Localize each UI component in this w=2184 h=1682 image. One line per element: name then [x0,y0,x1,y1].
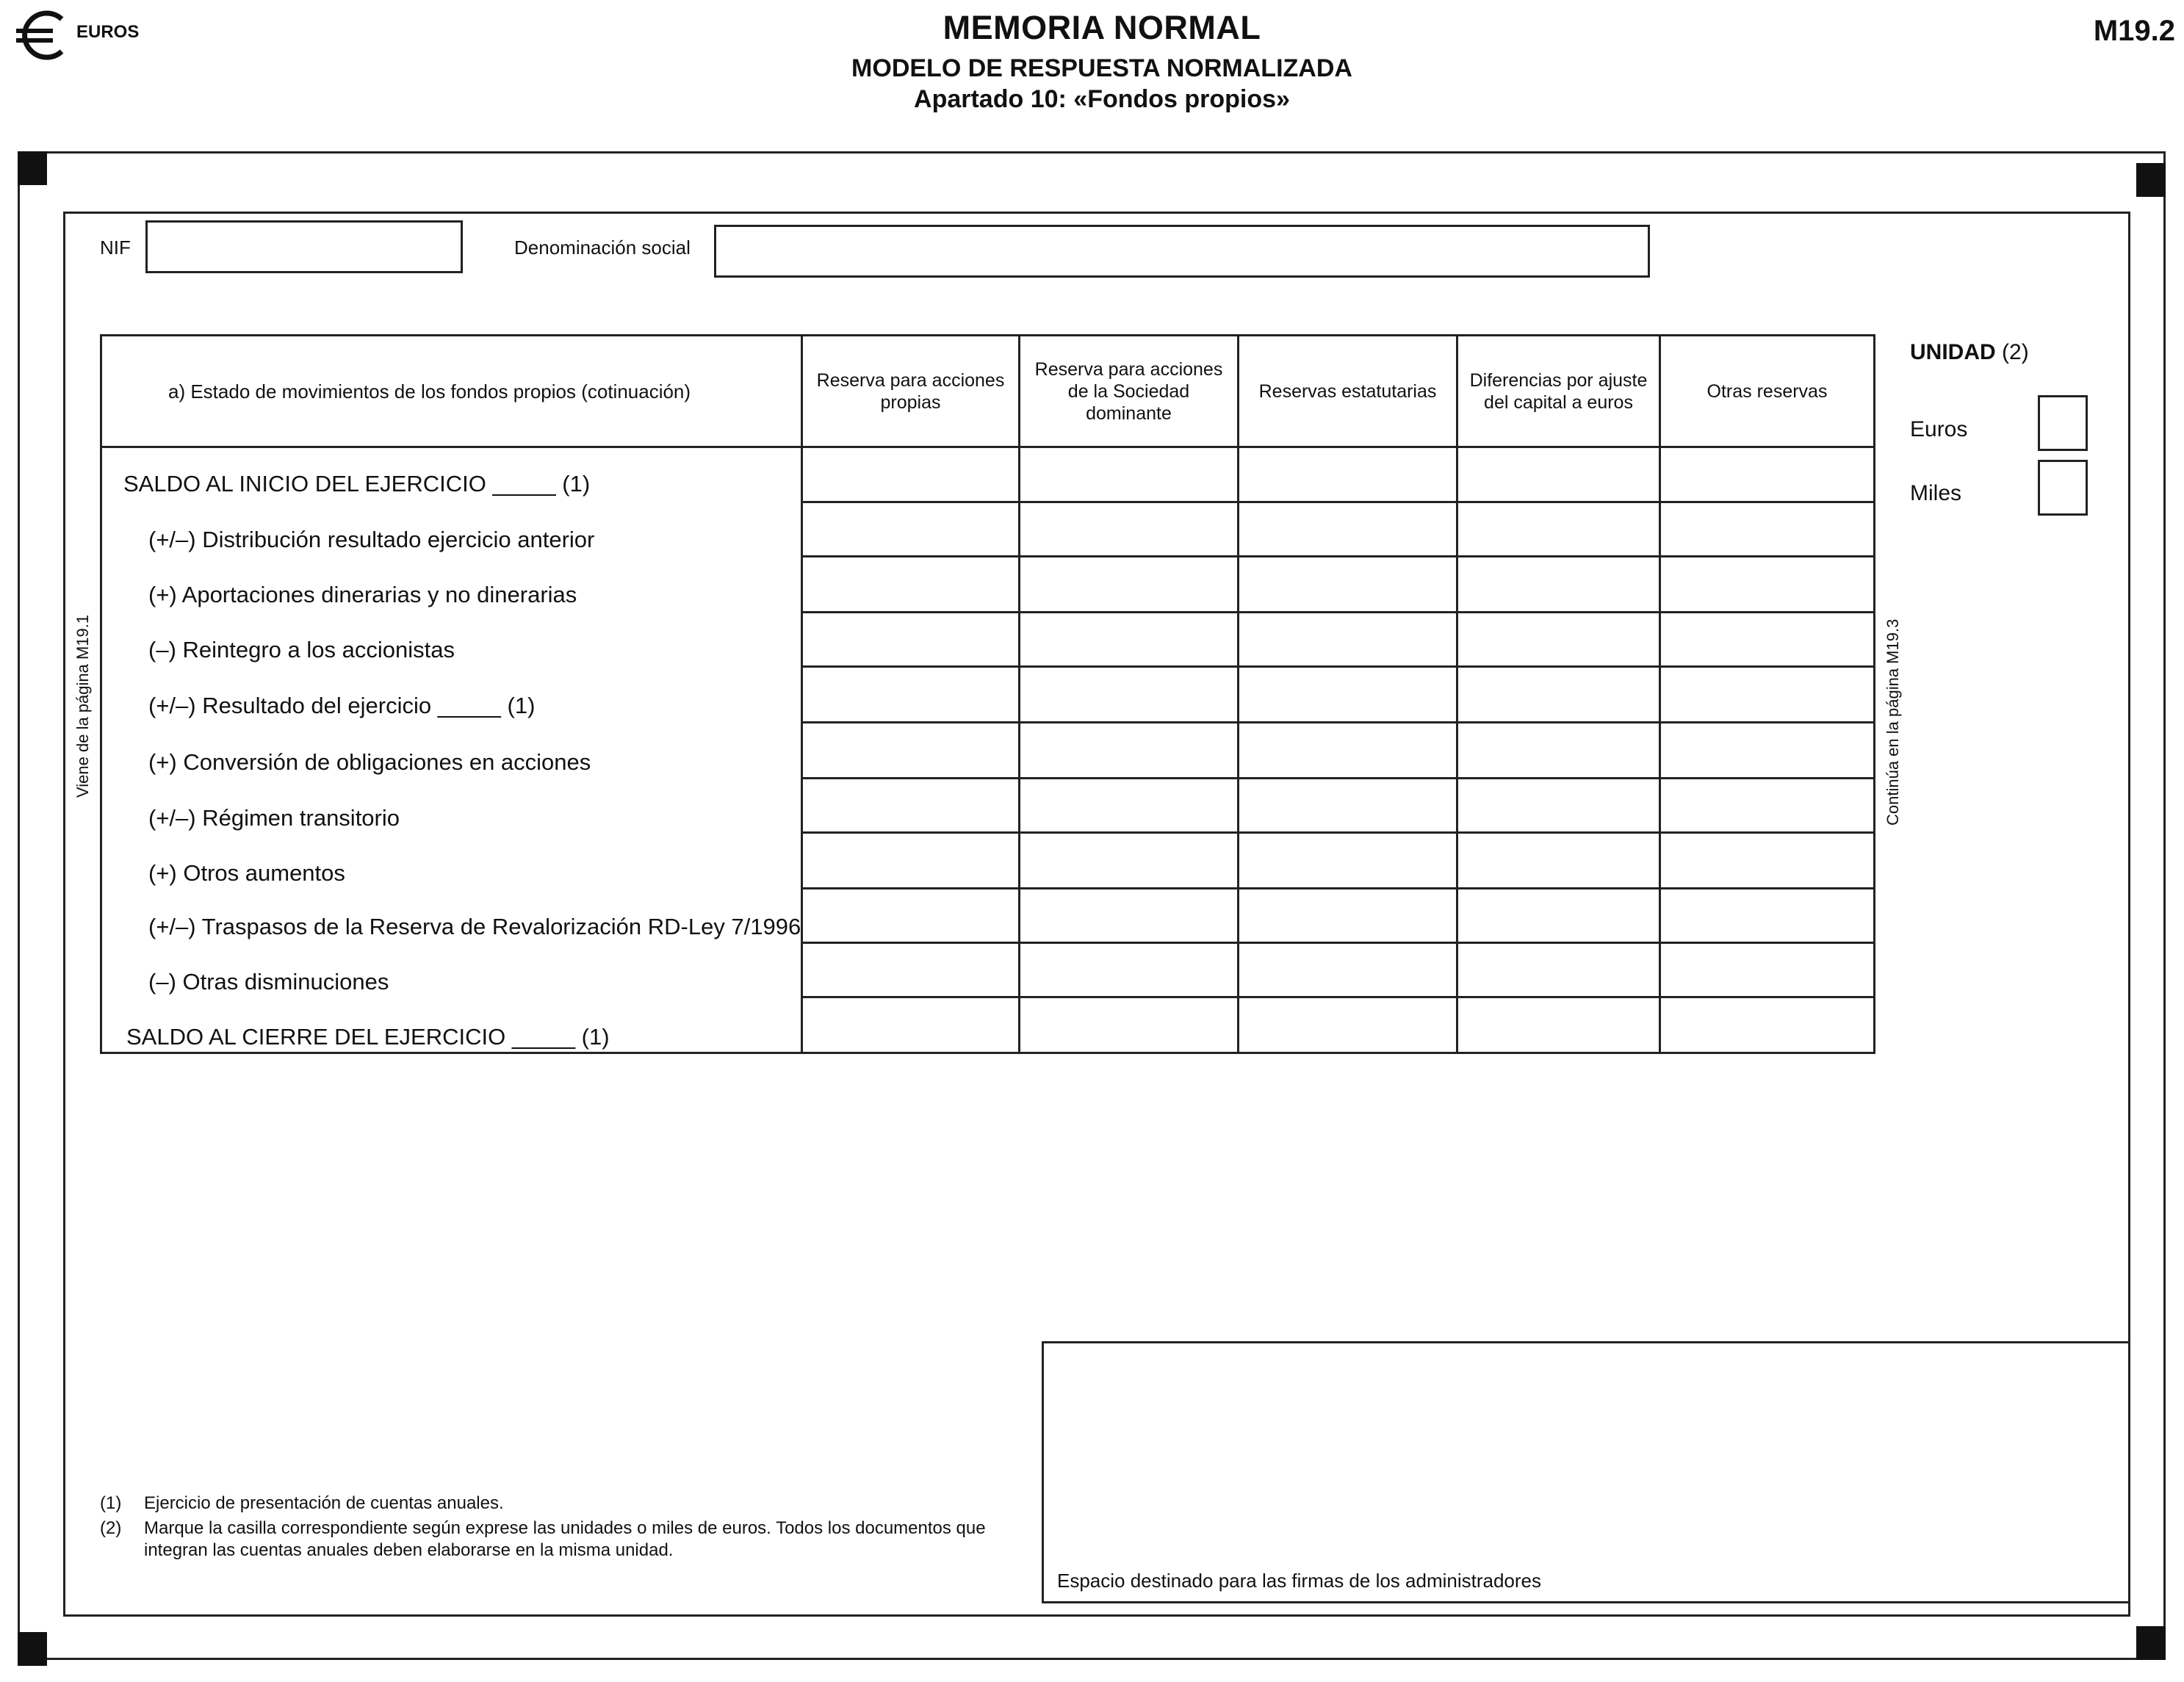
registration-mark [2136,163,2166,197]
row-label-distribucion: (+/–) Distribución resultado ejercicio anterior [148,527,595,552]
column-header: Reserva para acciones propias [802,336,1020,447]
input-column [1020,447,1239,1053]
form-section: Apartado 10: «Fondos propios» [914,85,1290,113]
input-column [1239,447,1457,1053]
unit-miles-checkbox[interactable] [2038,460,2088,516]
footnote-2 [100,1517,1011,1562]
denominacion-label: Denominación social [514,237,691,259]
row-label-saldo-inicio: SALDO AL INICIO DEL EJERCICIO _____ (1) [123,471,591,497]
cell-divider [801,777,1873,779]
unit-option-euros-label: Euros [1910,417,1968,441]
column-header: Otras reservas [1660,336,1875,447]
footnote-text: Marque la casilla correspondiente según exprese las unidades o miles de euros. Todos los documentos que integran las cuentas anuales deben elaborarse en la misma unidad. [144,1518,986,1560]
side-note-left: Viene de la página M19.1 [73,614,92,798]
column-header: Reservas estatutarias [1239,336,1457,447]
nif-label: NIF [100,237,131,259]
row-label-otras-disminuciones: (–) Otras disminuciones [148,969,389,995]
unit-option-miles-label: Miles [1910,481,1962,505]
footnote-1 [100,1492,1011,1515]
row-label-conversion: (+) Conversión de obligaciones en acciones [148,749,591,775]
form-code: M19.2 [2093,15,2175,47]
euro-icon [13,6,72,65]
cell-divider [801,887,1873,889]
table-title: a) Estado de movimientos de los fondos propios (cotinuación) [101,336,802,447]
form-title: MEMORIA NORMAL [943,9,1261,46]
input-column [1457,447,1660,1053]
denominacion-field[interactable] [714,225,1650,278]
input-column [802,447,1020,1053]
unit-title-text: UNIDAD [1910,340,1996,364]
unit-euros-checkbox[interactable] [2038,395,2088,451]
nif-field[interactable] [145,220,463,273]
form-subtitle: MODELO DE RESPUESTA NORMALIZADA [851,54,1352,82]
side-note-right: Continúa en la página M19.3 [1884,618,1902,826]
cell-divider [801,996,1873,998]
cell-divider [801,611,1873,613]
row-label-regimen: (+/–) Régimen transitorio [148,805,400,831]
registration-mark [18,1632,47,1666]
row-label-aportaciones: (+) Aportaciones dinerarias y no dinerarias [148,582,577,607]
signature-area[interactable] [1042,1341,2130,1603]
input-column [1660,447,1875,1053]
row-label-reintegro: (–) Reintegro a los accionistas [148,637,455,663]
cell-divider [801,665,1873,668]
footnote-number: (2) [100,1518,122,1538]
footnote-number: (1) [100,1493,122,1513]
signature-label: Espacio destinado para las firmas de los administradores [1057,1570,1542,1592]
row-label-saldo-cierre: SALDO AL CIERRE DEL EJERCICIO _____ (1) [126,1024,610,1050]
unit-note-ref: (2) [2002,340,2029,364]
row-label-traspasos: (+/–) Traspasos de la Reserva de Revalorización RD-Ley 7/1996 [148,914,801,939]
cell-divider [801,501,1873,503]
column-header: Diferencias por ajuste del capital a euros [1457,336,1660,447]
cell-divider [801,831,1873,834]
cell-divider [801,555,1873,557]
column-header: Reserva para acciones de la Sociedad dominante [1020,336,1239,447]
currency-label: EUROS [76,22,140,42]
cell-divider [801,721,1873,723]
registration-mark [18,151,47,185]
unit-title [1910,340,2029,365]
row-label-resultado: (+/–) Resultado del ejercicio _____ (1) [148,693,536,718]
cell-divider [801,942,1873,944]
footnote-text: Ejercicio de presentación de cuentas anuales. [144,1493,504,1513]
registration-mark [2136,1626,2166,1660]
row-label-otros-aumentos: (+) Otros aumentos [148,860,345,886]
